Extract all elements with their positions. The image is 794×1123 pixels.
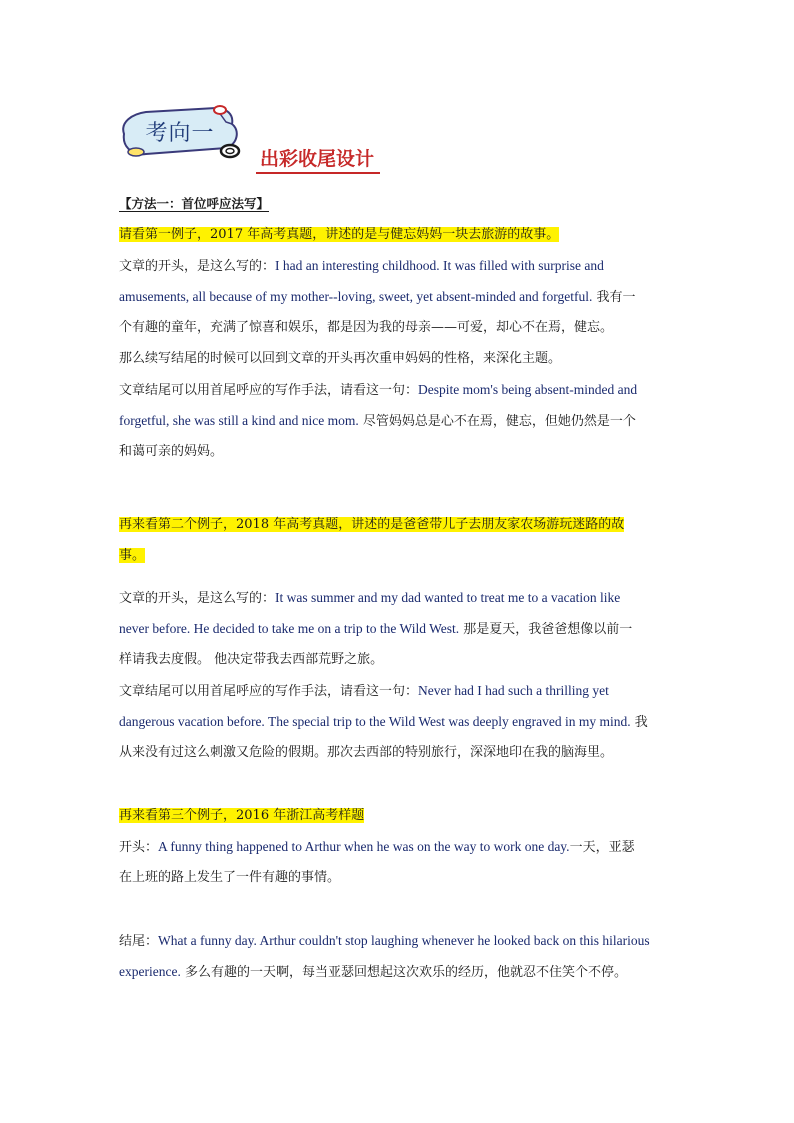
- example1-heading: 请看第一例子，2017 年高考真题，讲述的是与健忘妈妈一块去旅游的故事。: [119, 227, 560, 242]
- example2-heading-2: 事。: [119, 548, 146, 563]
- example3-ending-en-2: experience.: [119, 964, 181, 979]
- example3-ending-en-1: What a funny day. Arthur couldn't stop laughing whenever he looked back on this hilarious: [158, 933, 650, 948]
- example2-opening-line-1: [119, 588, 620, 609]
- example2-ending-zh-1: 我: [630, 715, 648, 730]
- example1-opening-en-2: amusements, all because of my mother--loving, sweet, yet absent-minded and forgetful.: [119, 289, 593, 304]
- example1-note-line: [119, 349, 561, 369]
- example3-ending-line-2: [119, 962, 627, 983]
- example1-ending-line-1: [119, 380, 637, 401]
- example3-heading-line: [119, 806, 364, 826]
- example3-opening-zh-2: 在上班的路上发生了一件有趣的事情。: [119, 870, 341, 885]
- example2-ending-line-1: [119, 681, 609, 702]
- method-label: 【方法一：首位呼应法写】: [119, 196, 270, 211]
- example2-ending-prefix: 文章结尾可以用首尾呼应的写作手法，请看这一句：: [119, 684, 419, 699]
- example1-opening-line-3: [119, 318, 613, 338]
- badge-label: 考向一: [145, 121, 215, 146]
- example3-opening-prefix: 开头：: [119, 840, 159, 855]
- example1-opening-line-1: [119, 256, 604, 277]
- method-label-line: [119, 194, 269, 215]
- example1-opening-en-1: I had an interesting childhood. It was filled with surprise and: [275, 258, 604, 273]
- example3-opening-en: A funny thing happened to Arthur when he was on the way to work one day.: [158, 839, 570, 854]
- example1-opening-line-2: [119, 287, 635, 308]
- example3-opening-line-2: [119, 868, 340, 888]
- example3-ending-line-1: [119, 931, 650, 952]
- example1-ending-line-3: [119, 442, 223, 462]
- example1-ending-en-1: Despite mom's being absent-minded and: [418, 382, 638, 397]
- example2-opening-en-1: It was summer and my dad wanted to treat me to a vacation like: [275, 590, 621, 605]
- example3-opening-zh-1: 一天，亚瑟: [569, 840, 635, 855]
- example1-note: 那么续写结尾的时候可以回到文章的开头再次重申妈妈的性格，来深化主题。: [119, 351, 562, 366]
- example1-heading-line: [119, 225, 559, 245]
- example2-heading-line-1: [119, 515, 624, 535]
- example2-opening-zh-1: 那是夏天，我爸爸想像以前一: [459, 622, 633, 637]
- example3-ending-prefix: 结尾：: [119, 934, 159, 949]
- example1-ending-line-2: [119, 411, 636, 432]
- example3-opening-line-1: [119, 837, 635, 858]
- example2-opening-zh-2: 样请我去度假。 他决定带我去西部荒野之旅。: [119, 652, 384, 667]
- section-title: 出彩收尾设计: [256, 144, 380, 174]
- example1-opening-prefix: 文章的开头，是这么写的：: [119, 259, 276, 274]
- example1-opening-zh-1: 我有一: [592, 290, 636, 305]
- example3-heading: 再来看第三个例子，2016 年浙江高考样题: [119, 808, 365, 823]
- example2-ending-line-3: [119, 743, 613, 763]
- example2-opening-en-2: never before. He decided to take me on a trip to the Wild West.: [119, 621, 460, 636]
- example2-ending-en-1: Never had I had such a thrilling yet: [418, 683, 609, 698]
- example1-ending-zh-1: 尽管妈妈总是心不在焉，健忘，但她仍然是一个: [358, 414, 636, 429]
- example2-heading-1: 再来看第二个例子，2018 年高考真题，讲述的是爸爸带儿子去朋友家农场游玩迷路的故: [119, 517, 625, 532]
- example2-ending-line-2: [119, 712, 648, 733]
- example3-ending-zh: 多么有趣的一天啊，每当亚瑟回想起这次欢乐的经历，他就忍不住笑个不停。: [180, 965, 627, 980]
- example2-opening-line-2: [119, 619, 632, 640]
- example2-ending-en-2: dangerous vacation before. The special trip to the Wild West was deeply engraved in my mind.: [119, 714, 631, 729]
- example2-opening-line-3: [119, 650, 383, 670]
- example2-opening-prefix: 文章的开头，是这么写的：: [119, 591, 276, 606]
- example1-ending-en-2: forgetful, she was still a kind and nice mom.: [119, 413, 359, 428]
- example2-ending-zh-2: 从来没有过这么刺激又危险的假期。那次去西部的特别旅行，深深地印在我的脑海里。: [119, 745, 614, 760]
- example2-heading-line-2: [119, 546, 145, 566]
- example1-ending-zh-2: 和蔼可亲的妈妈。: [119, 444, 224, 459]
- example1-opening-zh-2: 个有趣的童年，充满了惊喜和娱乐，都是因为我的母亲——可爱，却心不在焉，健忘。: [119, 320, 614, 335]
- example1-ending-prefix: 文章结尾可以用首尾呼应的写作手法，请看这一句：: [119, 383, 419, 398]
